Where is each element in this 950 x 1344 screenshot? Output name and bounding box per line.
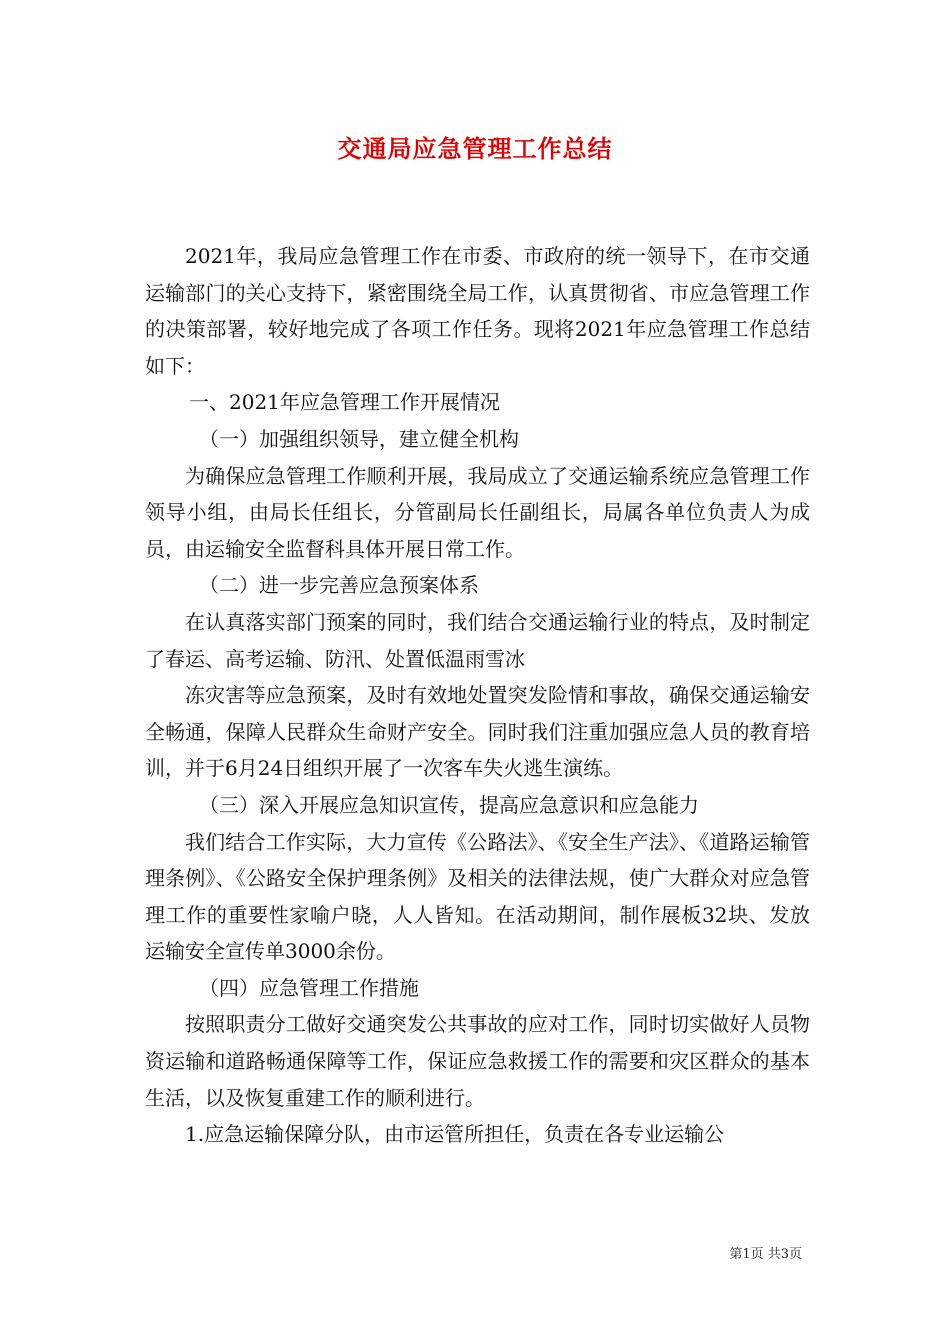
paragraph: 为确保应急管理工作顺利开展，我局成立了交通运输系统应急管理工作领导小组，由局长任组长，分管副局长任副组长，局属各单位负责人为成员，由运输安全监督科具体开展日常工作。: [145, 463, 810, 561]
paragraph: 冻灾害等应急预案，及时有效地处置突发险情和事故，确保交通运输安全畅通，保障人民群众生命财产安全。同时我们注重加强应急人员的教育培训，并于6月24日组织开展了一次客车失火逃生演练。: [145, 683, 810, 781]
document-title: 交通局应急管理工作总结: [337, 134, 613, 163]
document-body: [145, 238, 810, 1153]
section-heading: 一、2021年应急管理工作开展情况: [189, 390, 500, 415]
subsection-heading: （二）进一步完善应急预案体系: [199, 573, 479, 598]
paragraph: 我们结合工作实际，大力宣传《公路法》、《安全生产法》、《道路运输管理条例》、《公路安全保护理条例》及相关的法律法规，使广大群众对应急管理工作的重要性家喻户晓，人人皆知。在活动期间，制作展板32块、发放运输安全宣传单3000余份。: [145, 829, 810, 964]
paragraph-intro: 2021年，我局应急管理工作在市委、市政府的统一领导下，在市交通运输部门的关心支持下，紧密围绕全局工作，认真贯彻省、市应急管理工作的决策部署，较好地完成了各项工作任务。现将2021年应急管理工作总结如下：: [145, 244, 810, 378]
subsection-heading: （三）深入开展应急知识宣传，提高应急意识和应急能力: [199, 792, 699, 817]
subsection-heading: （四）应急管理工作措施: [199, 975, 419, 1000]
subsection-heading: （一）加强组织领导，建立健全机构: [199, 426, 519, 451]
paragraph: 1.应急运输保障分队，由市运管所担任，负责在各专业运输公: [185, 1122, 725, 1147]
paragraph: 按照职责分工做好交通突发公共事故的应对工作，同时切实做好人员物资运输和道路畅通保障等工作，保证应急救援工作的需要和灾区群众的基本生活，以及恢复重建工作的顺利进行。: [145, 1012, 810, 1110]
paragraph: 在认真落实部门预案的同时，我们结合交通运输行业的特点，及时制定了春运、高考运输、防汛、处置低温雨雪冰: [145, 609, 810, 671]
page-number-footer: 第1页 共3页: [729, 1247, 802, 1262]
